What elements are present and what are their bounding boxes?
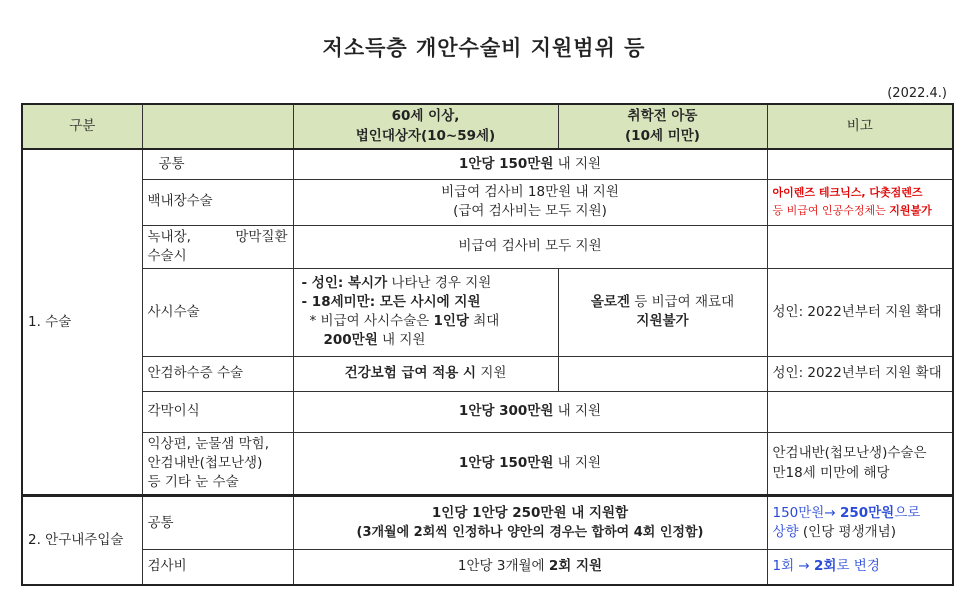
row-label: 검사비 [142, 550, 293, 585]
remark-text: 등 비급여 인공수정체는 [772, 204, 890, 217]
table-row [22, 225, 953, 268]
row-remark [767, 179, 953, 225]
remark-line [773, 504, 948, 523]
table-row [22, 356, 953, 391]
remark-text: 상향 [772, 524, 799, 541]
table-row [22, 179, 953, 225]
header-subcategory [142, 104, 293, 149]
row-remark [767, 391, 953, 432]
remark-text: 150만원→ [772, 505, 840, 522]
row-remark [767, 149, 953, 179]
remark-text: 로 변경 [836, 558, 880, 575]
amount-suffix: 내 지원 [553, 454, 602, 471]
support-table [21, 103, 954, 586]
amount-suffix: 내 지원 [553, 155, 602, 172]
page-title: 저소득층 개안수술비 지원범위 등 [322, 36, 646, 60]
content-line: (급여 검사비는 모두 지원) [453, 203, 607, 219]
content-line: 지원불가 [636, 313, 689, 330]
row-label: 공통 [142, 496, 293, 550]
row-remark [767, 225, 953, 268]
amount-suffix: 내 지원 [553, 403, 602, 420]
remark-emphasis: 지원불가 [889, 204, 932, 217]
row-content-child [558, 356, 767, 391]
row-label: 안검하수증 수술 [142, 356, 293, 391]
row-remark [767, 550, 953, 585]
row-label: 백내장수술 [142, 179, 293, 225]
content-text: 최대 [468, 313, 500, 330]
content-line [564, 293, 762, 312]
remark-line: 아이렌즈 테크닉스, 다촛점렌즈 [772, 186, 923, 200]
row-content [293, 550, 767, 585]
row-remark [767, 432, 953, 495]
content-line [302, 312, 553, 331]
amount: 1안당 150만원 [458, 155, 554, 172]
content-emphasis: - 성인: 복시가 [301, 275, 388, 291]
row-content [293, 391, 767, 432]
row-remark: 성인: 2022년부터 지원 확대 [767, 268, 953, 356]
row-content [293, 149, 767, 179]
remark-text: (인당 평생개념) [798, 524, 896, 541]
content-text: 나타난 경우 지원 [387, 275, 492, 291]
remark-line: 만18세 미만에 해당 [772, 464, 890, 481]
date-label: (2022.4.) [887, 86, 947, 101]
content-line: - 18세미만: 모든 사시에 지원 [301, 294, 481, 311]
table-row [22, 496, 953, 550]
row-content-child [558, 268, 767, 356]
header-row [22, 104, 953, 149]
content-line [302, 274, 553, 293]
content-emphasis: 올로겐 [590, 294, 630, 311]
content-text: * 비급여 사시수술은 [309, 313, 434, 330]
row-content [293, 179, 767, 225]
content-text: 내 지원 [377, 332, 426, 349]
amount: 1안당 150만원 [458, 454, 554, 471]
label-part: 등 기타 눈 수술 [147, 474, 239, 491]
content-text: 지원 [476, 365, 507, 382]
label-part: 망막질환 [235, 228, 288, 245]
section-implant: 2. 안구내주입술 [22, 496, 142, 585]
remark-text: 으로 [894, 505, 921, 522]
row-label [142, 225, 293, 268]
table-row [22, 391, 953, 432]
label-part: 익상편, 눈물샘 막힘, [147, 435, 269, 452]
header-child-line1: 취학전 아동 [627, 108, 698, 125]
row-content: 비급여 검사비 모두 지원 [293, 225, 767, 268]
content-emphasis: 200만원 [323, 332, 378, 349]
content-line: (3개월에 2회씩 인정하나 양안의 경우는 합하여 4회 인정함) [356, 524, 704, 540]
remark-text: 1회 → [772, 558, 815, 575]
header-child-line2: (10세 미만) [625, 127, 700, 144]
header-adult-line1: 60세 이상, [391, 108, 460, 125]
content-text: 1안당 3개월에 [457, 558, 549, 575]
table-row [22, 149, 953, 179]
remark-line: 안검내반(첩모난생)수술은 [772, 445, 927, 462]
content-line [302, 331, 553, 350]
section-surgery: 1. 수술 [22, 149, 142, 496]
row-content-adult [293, 356, 558, 391]
content-emphasis: 2회 지원 [548, 558, 603, 575]
table-row [22, 550, 953, 585]
label-part: 안검내반(첩모난생) [147, 454, 263, 471]
row-remark [767, 496, 953, 550]
table-row [22, 432, 953, 495]
label-part: 녹내장, [147, 228, 191, 245]
content-emphasis: 건강보험 급여 적용 시 [344, 365, 477, 382]
row-label [142, 432, 293, 495]
header-category: 구분 [22, 104, 142, 149]
content-emphasis: 1인당 [433, 313, 469, 330]
row-content [293, 432, 767, 495]
table-row [22, 268, 953, 356]
row-content [293, 496, 767, 550]
header-adult-line2: 법인대상자(10~59세) [355, 127, 496, 144]
row-label: 사시수술 [142, 268, 293, 356]
row-content-adult [293, 268, 558, 356]
content-line: 비급여 검사비 18만원 내 지원 [441, 183, 619, 200]
header-adult [293, 104, 558, 149]
remark-emphasis: 250만원 [839, 505, 895, 522]
label-part: 수술시 [147, 247, 187, 264]
amount: 1안당 300만원 [458, 403, 554, 420]
remark-emphasis: 2회 [814, 558, 837, 575]
row-label: 각막이식 [142, 391, 293, 432]
row-remark: 성인: 2022년부터 지원 확대 [767, 356, 953, 391]
content-line: 1인당 1안당 250만원 내 지원함 [431, 505, 629, 522]
row-label: 공통 [142, 149, 293, 179]
header-remarks: 비고 [767, 104, 953, 149]
content-text: 등 비급여 재료대 [629, 294, 735, 311]
header-child [558, 104, 767, 149]
remark-line [773, 202, 948, 220]
remark-line [773, 523, 948, 542]
